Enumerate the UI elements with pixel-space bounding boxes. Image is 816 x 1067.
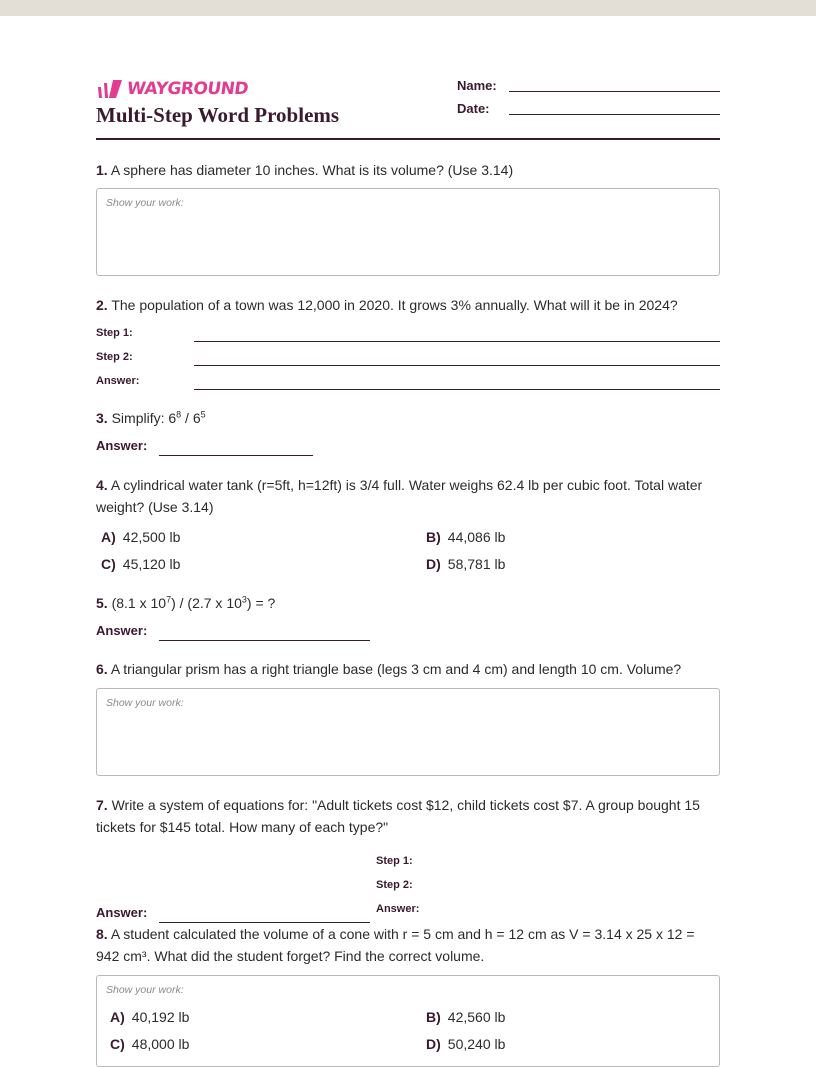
- header-divider: [96, 138, 720, 140]
- question-2: [96, 294, 720, 316]
- option-letter: D): [426, 556, 441, 572]
- step-1-label: Step 1:: [96, 327, 133, 339]
- option-letter: B): [426, 529, 441, 545]
- option-d[interactable]: [426, 1036, 505, 1052]
- answer-label: Answer:: [96, 623, 148, 638]
- answer-step-label: Answer:: [376, 903, 420, 915]
- answer-step-label: Answer:: [96, 375, 140, 387]
- brand-name: WAYGROUND: [125, 79, 250, 99]
- question-number: 1.: [96, 162, 108, 178]
- question-1: [96, 159, 720, 181]
- wayground-logo-icon: [96, 79, 123, 99]
- question-text: A cylindrical water tank (r=5ft, h=12ft) is 3/4 full. Water weighs 62.4 lb per cubic foot. Total water weight? (Use 3.14): [96, 477, 703, 515]
- option-b[interactable]: [426, 529, 505, 545]
- question-text-part: (8.1 x 10: [111, 595, 167, 611]
- option-text: 40,192 lb: [131, 1009, 190, 1025]
- question-text-part: ) / (2.7 x 10: [171, 595, 242, 611]
- option-letter: A): [101, 529, 116, 545]
- question-text: Write a system of equations for: "Adult tickets cost $12, child tickets cost $7. A group bought 15 tickets for $145 total. How many of each type?": [96, 797, 700, 835]
- top-bar: [0, 0, 816, 16]
- question-7: [96, 794, 720, 838]
- option-text: 42,560 lb: [447, 1009, 506, 1025]
- work-box-1[interactable]: [96, 188, 720, 276]
- question-text-part: Simplify: 6: [111, 410, 177, 426]
- option-text: 58,781 lb: [447, 556, 506, 572]
- step-2-field[interactable]: [194, 365, 720, 366]
- answer-field-5[interactable]: [159, 640, 370, 641]
- option-letter: C): [110, 1036, 125, 1052]
- question-number: 7.: [96, 797, 108, 813]
- name-label: Name:: [457, 78, 497, 93]
- step-2-label: Step 2:: [96, 351, 133, 363]
- option-d[interactable]: [426, 556, 505, 572]
- question-number: 2.: [96, 297, 108, 313]
- question-text: A sphere has diameter 10 inches. What is its volume? (Use 3.14): [110, 162, 514, 178]
- date-label: Date:: [457, 101, 490, 116]
- question-4: [96, 474, 720, 518]
- question-number: 6.: [96, 661, 108, 677]
- option-letter: C): [101, 556, 116, 572]
- option-text: 42,500 lb: [122, 529, 181, 545]
- option-b[interactable]: [426, 1009, 505, 1025]
- question-3: [96, 407, 720, 429]
- option-letter: A): [110, 1009, 125, 1025]
- question-text: The population of a town was 12,000 in 2020. It grows 3% annually. What will it be in 2024?: [111, 297, 678, 313]
- question-5: [96, 592, 720, 614]
- date-field[interactable]: [509, 114, 720, 115]
- question-number: 8.: [96, 926, 108, 942]
- option-letter: B): [426, 1009, 441, 1025]
- option-text: 48,000 lb: [131, 1036, 190, 1052]
- answer-field-3[interactable]: [159, 455, 313, 456]
- exponent: 8: [176, 409, 182, 420]
- option-text: 45,120 lb: [122, 556, 181, 572]
- option-a[interactable]: [110, 1009, 189, 1025]
- question-number: 4.: [96, 477, 108, 493]
- option-letter: D): [426, 1036, 441, 1052]
- answer-label: Answer:: [96, 438, 148, 453]
- question-text-part: / 6: [181, 410, 201, 426]
- question-8: [96, 923, 720, 967]
- page-title: Multi-Step Word Problems: [96, 103, 340, 127]
- work-hint: Show your work:: [106, 984, 184, 996]
- answer-step-field[interactable]: [194, 389, 720, 390]
- option-text: 50,240 lb: [447, 1036, 506, 1052]
- option-c[interactable]: [110, 1036, 189, 1052]
- question-number: 3.: [96, 410, 108, 426]
- option-text: 44,086 lb: [447, 529, 506, 545]
- question-6: [96, 658, 720, 680]
- question-text: A triangular prism has a right triangle base (legs 3 cm and 4 cm) and length 10 cm. Volume?: [110, 661, 682, 677]
- question-text-part: ) = ?: [246, 595, 276, 611]
- answer-label: Answer:: [96, 905, 148, 920]
- step-1-field[interactable]: [194, 341, 720, 342]
- exponent: 7: [166, 594, 172, 605]
- question-text: A student calculated the volume of a cone with r = 5 cm and h = 12 cm as V = 3.14 x 25 x 12 = 942 cm³. What did the student forget? Find the correct volume.: [96, 926, 695, 964]
- exponent: 5: [200, 409, 206, 420]
- work-box-6[interactable]: [96, 688, 720, 776]
- work-hint: Show your work:: [106, 197, 184, 209]
- exponent: 3: [241, 594, 247, 605]
- name-field[interactable]: [509, 91, 720, 92]
- work-hint: Show your work:: [106, 697, 184, 709]
- option-c[interactable]: [101, 556, 180, 572]
- option-a[interactable]: [101, 529, 180, 545]
- step-1-label: Step 1:: [376, 855, 413, 867]
- brand-logo: [96, 78, 248, 100]
- work-box-8[interactable]: [96, 975, 720, 1067]
- step-2-label: Step 2:: [376, 879, 413, 891]
- question-number: 5.: [96, 595, 108, 611]
